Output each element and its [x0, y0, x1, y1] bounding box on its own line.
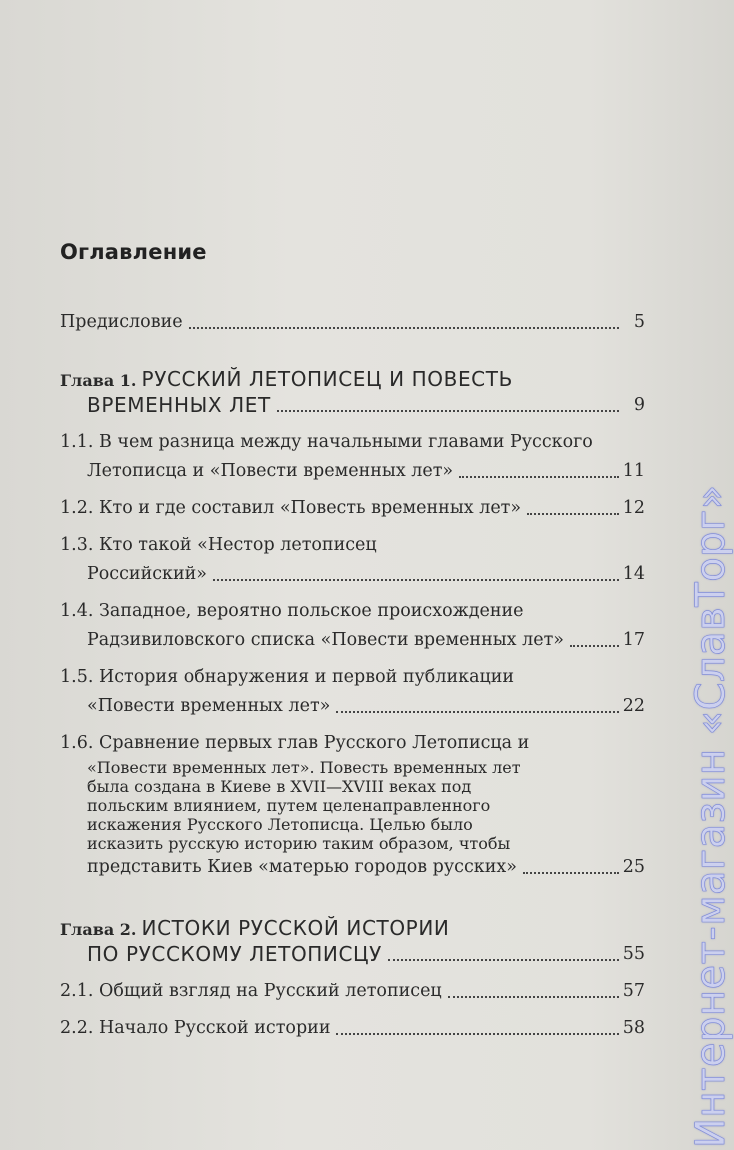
table-of-contents — [60, 240, 645, 1057]
section-title-line — [60, 815, 645, 834]
section-title-line — [60, 663, 645, 692]
chapters-list — [60, 367, 645, 1043]
section-title-line — [60, 729, 645, 758]
chapter-title-part2: ВРЕМЕННЫХ ЛЕТ — [87, 393, 271, 417]
toc-entry-preface — [60, 308, 645, 337]
section-title-text: В чем разница между начальными главами Русского — [98, 432, 593, 452]
section-title-line — [60, 597, 645, 626]
section-text — [60, 1014, 330, 1043]
section-text — [60, 977, 442, 1006]
toc-section — [60, 729, 645, 882]
section-title-text: Сравнение первых глав Русского Летописца и — [98, 733, 530, 753]
section-number: 1.5. — [60, 667, 94, 687]
section-title-line — [60, 834, 645, 853]
section-title: Кто и где составил «Повесть временных лет» — [98, 498, 522, 518]
toc-section — [60, 531, 645, 589]
watermark-stamp: Интернет-магазин «СлавТорг» — [688, 484, 734, 1148]
toc-section — [60, 663, 645, 721]
section-page: 12 — [622, 498, 645, 518]
dot-leader — [459, 476, 619, 478]
section-number: 1.3. — [60, 535, 94, 555]
section-title-text: Радзивиловского списка «Повести временных лет» — [87, 630, 564, 650]
section-entry-line — [60, 1014, 645, 1043]
section-number: 1.6. — [60, 733, 94, 753]
dot-leader — [277, 410, 619, 412]
chapter-title-part2: ПО РУССКОМУ ЛЕТОПИСЦУ — [87, 942, 382, 966]
section-entry-last-line — [60, 692, 645, 721]
toc-section — [60, 428, 645, 486]
dot-leader — [189, 327, 619, 329]
section-page: 14 — [622, 564, 645, 584]
dot-leader — [336, 1033, 618, 1035]
dot-leader — [388, 959, 619, 961]
toc-section — [60, 977, 645, 1006]
section-title: Общий взгляд на Русский летописец — [98, 981, 442, 1001]
chapter-title-part1: РУССКИЙ ЛЕТОПИСЕЦ И ПОВЕСТЬ — [141, 367, 513, 391]
section-page: 58 — [622, 1018, 645, 1038]
section-title-line — [60, 758, 645, 777]
section-number: 2.1. — [60, 981, 94, 1001]
section-entry-last-line — [60, 626, 645, 655]
chapter-page: 9 — [633, 395, 645, 415]
section-entry-last-line — [60, 457, 645, 486]
section-title-text: искажения Русского Летописца. Целью было — [87, 815, 473, 834]
section-title-line — [60, 428, 645, 457]
toc-section — [60, 1014, 645, 1043]
dot-leader — [523, 872, 619, 874]
toc-heading: Оглавление — [60, 240, 207, 264]
chapter-title-last-line — [60, 391, 645, 420]
section-title-line — [60, 777, 645, 796]
chapter-label: Глава 2. — [60, 920, 137, 939]
entry-title: Предисловие — [60, 312, 183, 332]
section-title: Начало Русской истории — [98, 1018, 331, 1038]
chapter-block — [60, 367, 645, 882]
dot-leader — [570, 645, 619, 647]
dot-leader — [336, 711, 618, 713]
section-title-text: «Повести временных лет» — [87, 696, 331, 716]
chapter-label: Глава 1. — [60, 371, 137, 390]
section-title-text: Российский» — [87, 564, 208, 584]
section-entry-line — [60, 977, 645, 1006]
entry-page: 5 — [633, 312, 645, 332]
section-number: 2.2. — [60, 1018, 94, 1038]
section-page: 22 — [622, 696, 645, 716]
section-title-text: Летописца и «Повести временных лет» — [87, 461, 454, 481]
section-text — [60, 494, 521, 523]
section-title-text: польским влиянием, путем целенаправленного — [87, 796, 491, 815]
section-entry-last-line — [60, 853, 645, 882]
dot-leader — [213, 579, 619, 581]
chapter-title-line — [60, 367, 645, 391]
toc-section — [60, 597, 645, 655]
section-title-text: История обнаружения и первой публикации — [98, 667, 515, 687]
section-page: 25 — [622, 857, 645, 877]
section-number: 1.2. — [60, 498, 94, 518]
section-number: 1.1. — [60, 432, 94, 452]
section-title-text: исказить русскую историю таким образом, чтобы — [87, 834, 511, 853]
chapter-title-line — [60, 916, 645, 940]
section-title-text: была создана в Киеве в XVII—XVIII веках под — [87, 777, 472, 796]
section-entry-line — [60, 494, 645, 523]
section-title-text: Кто такой «Нестор летописец — [98, 535, 377, 555]
chapter-block — [60, 916, 645, 1043]
section-page: 57 — [622, 981, 645, 1001]
chapter-page: 55 — [622, 944, 645, 964]
section-title-line — [60, 796, 645, 815]
section-title-line — [60, 531, 645, 560]
section-entry-last-line — [60, 560, 645, 589]
toc-section — [60, 494, 645, 523]
section-page: 11 — [622, 461, 645, 481]
section-title-text: представить Киев «матерью городов русских» — [87, 857, 517, 877]
section-title-text: «Повести временных лет». Повесть временных лет — [87, 758, 521, 777]
chapter-title-last-line — [60, 940, 645, 969]
section-title-text: Западное, вероятно польское происхождение — [98, 601, 524, 621]
section-number: 1.4. — [60, 601, 94, 621]
dot-leader — [448, 996, 619, 998]
section-page: 17 — [622, 630, 645, 650]
dot-leader — [527, 513, 619, 515]
chapter-title-part1: ИСТОКИ РУССКОЙ ИСТОРИИ — [141, 916, 450, 940]
